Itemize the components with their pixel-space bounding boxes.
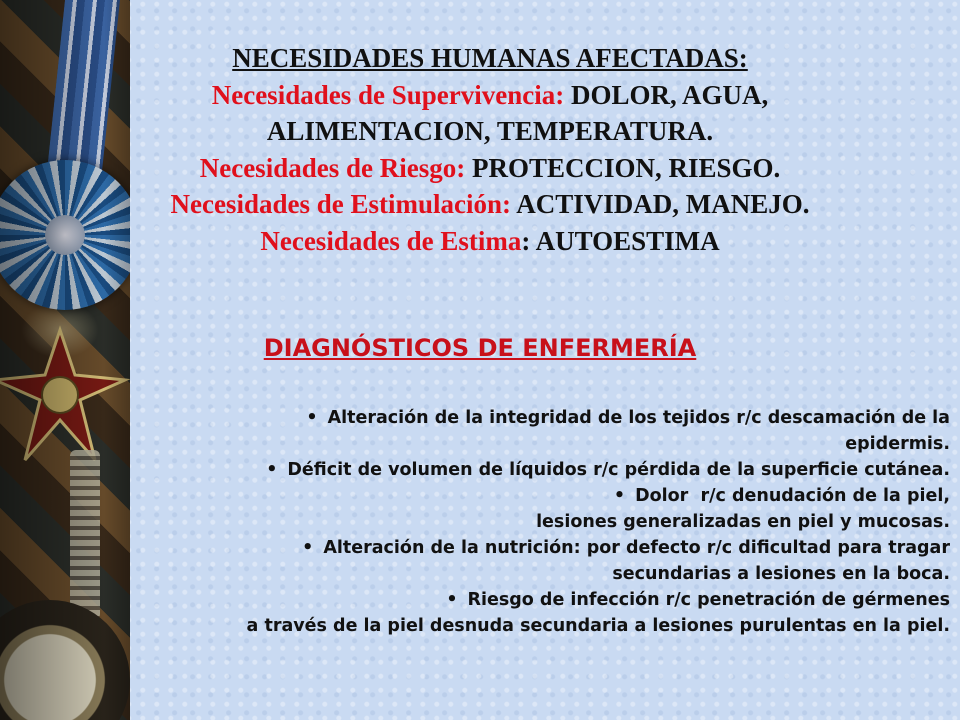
needs-line: Necesidades de Riesgo: PROTECCION, RIESGO. xyxy=(199,152,781,183)
list-item: • Dolor r/c denudación de la piel, xyxy=(120,483,950,509)
list-item: • Déficit de volumen de líquidos r/c pérdida de la superficie cutánea. xyxy=(120,457,950,483)
bullet-icon: • xyxy=(302,538,314,558)
needs-line: Necesidades de Estimulación: ACTIVIDAD, MANEJO. xyxy=(170,189,810,219)
diagnostics-title: DIAGNÓSTICOS DE ENFERMERÍA xyxy=(263,334,697,362)
list-item-continuation: secundarias a lesiones en la boca. xyxy=(612,564,950,584)
diagnostics-list xyxy=(120,405,950,639)
list-item-continuation: epidermis. xyxy=(845,434,950,454)
list-item: • Alteración de la nutrición: por defecto r/c dificultad para tragar xyxy=(120,535,950,561)
slide-content xyxy=(100,0,960,720)
list-item: • Riesgo de infección r/c penetración de gérmenes xyxy=(120,587,950,613)
needs-section xyxy=(100,40,880,259)
needs-line: Necesidades de Supervivencia: DOLOR, AGUA, xyxy=(211,79,769,110)
bullet-icon: • xyxy=(446,590,458,610)
list-item-continuation: lesiones generalizadas en piel y mucosas. xyxy=(536,512,950,532)
needs-line: Necesidades de Estima: AUTOESTIMA xyxy=(260,225,720,256)
list-item: • Alteración de la integridad de los tejidos r/c descamación de la xyxy=(120,405,950,431)
bullet-icon: • xyxy=(613,486,626,506)
bullet-icon: • xyxy=(266,460,278,480)
list-item-continuation: a través de la piel desnuda secundaria a lesiones purulentas en la piel. xyxy=(246,616,950,636)
needs-title: NECESIDADES HUMANAS AFECTADAS: xyxy=(232,43,748,73)
needs-line: ALIMENTACION, TEMPERATURA. xyxy=(266,116,714,146)
bullet-icon: • xyxy=(306,408,318,428)
